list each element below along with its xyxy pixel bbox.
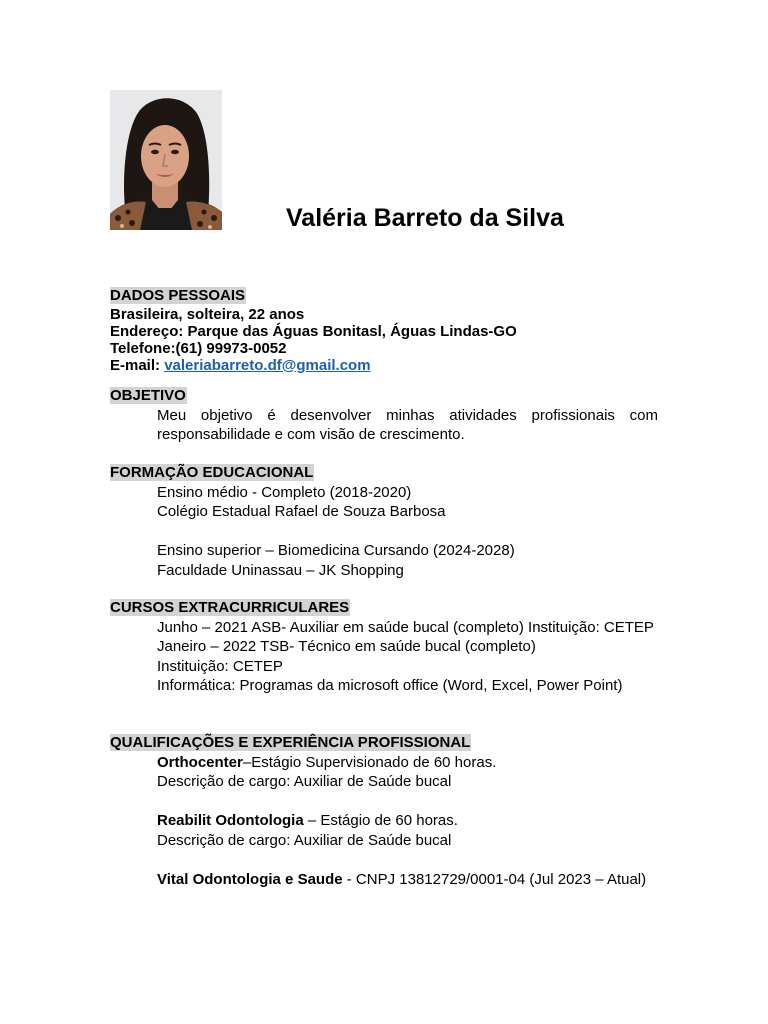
education-heading: FORMAÇÃO EDUCACIONAL xyxy=(110,464,314,481)
phone-line: Telefone:(61) 99973-0052 xyxy=(110,339,287,357)
email-line xyxy=(110,357,658,374)
email-label: E-mail: xyxy=(110,356,165,374)
address-line: Endereço: Parque das Águas Bonitasl, Águas Lindas-GO xyxy=(110,322,517,340)
experience-detail: –Estágio Supervisionado de 60 horas. xyxy=(242,753,497,771)
experience-entry xyxy=(110,811,658,831)
experience-detail: – Estágio de 60 horas. xyxy=(303,812,458,829)
education-line: Ensino superior – Biomedicina Cursando (2024-2028) xyxy=(157,542,515,559)
candidate-name: Valéria Barreto da Silva xyxy=(286,204,564,232)
profile-photo xyxy=(110,90,222,230)
course-line: Instituição: CETEP xyxy=(157,657,283,675)
course-line: Informática: Programas da microsoft office (Word, Excel, Power Point) xyxy=(157,677,623,694)
portrait-illustration xyxy=(110,90,222,230)
education-section xyxy=(110,463,658,580)
education-line: Colégio Estadual Rafael de Souza Barbosa xyxy=(157,503,446,520)
objective-text: Meu objetivo é desenvolver minhas atividades profissionais com responsabilidade e com visão de crescimento. xyxy=(157,406,658,443)
experience-section xyxy=(110,733,658,889)
courses-heading: CURSOS EXTRACURRICULARES xyxy=(110,599,350,616)
personal-info-line: Brasileira, solteira, 22 anos xyxy=(110,305,305,323)
experience-heading: QUALIFICAÇÕES E EXPERIÊNCIA PROFISSIONAL xyxy=(110,734,471,751)
job-description: Descrição de cargo: Auxiliar de Saúde bucal xyxy=(157,773,452,790)
experience-entry xyxy=(110,870,658,890)
employer-name: Orthocenter xyxy=(157,753,243,771)
courses-section xyxy=(110,598,658,696)
objective-section xyxy=(110,386,658,445)
employer-name: Reabilit Odontologia xyxy=(157,812,304,829)
education-line: Ensino médio - Completo (2018-2020) xyxy=(157,483,412,501)
employer-name: Vital Odontologia e Saude xyxy=(157,870,343,888)
personal-data-heading: DADOS PESSOAIS xyxy=(110,287,246,304)
experience-entry xyxy=(110,753,658,773)
email-link[interactable]: valeriabarreto.df@gmail.com xyxy=(164,356,371,374)
education-line: Faculdade Uninassau – JK Shopping xyxy=(157,561,404,579)
job-description: Descrição de cargo: Auxiliar de Saúde bucal xyxy=(157,831,452,849)
course-line: Junho – 2021 ASB- Auxiliar em saúde bucal (completo) Instituição: CETEP xyxy=(157,618,654,636)
experience-detail: - CNPJ 13812729/0001-04 (Jul 2023 – Atual) xyxy=(342,870,647,888)
course-line: Janeiro – 2022 TSB- Técnico em saúde bucal (completo) xyxy=(157,638,536,655)
objective-heading: OBJETIVO xyxy=(110,387,186,404)
personal-data-section xyxy=(110,286,658,374)
